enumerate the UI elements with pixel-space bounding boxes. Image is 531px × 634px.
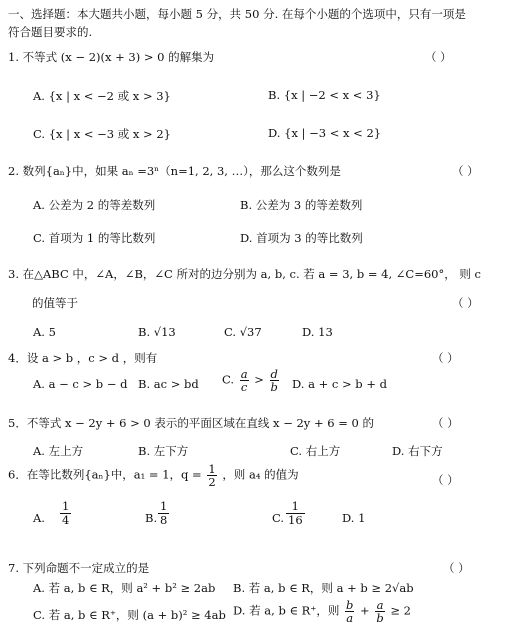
q5-option-b: B. 左下方 xyxy=(138,444,189,458)
question-2-stem: 2. 数列{aₙ}中，如果 aₙ =3ⁿ（n=1, 2, 3, …），那么这个数列是 xyxy=(8,164,341,178)
q1-option-c: C. {x | x < −3 或 x > 2} xyxy=(33,127,171,141)
question-1-stem: 1. 不等式 (x − 2)(x + 3) > 0 的解集为 xyxy=(8,50,215,64)
q2-option-d: D. 首项为 3 的等比数列 xyxy=(240,231,363,245)
q6-option-b: B. xyxy=(145,511,158,525)
q4-frac-a-over-c: $\frac{a}{c}$ xyxy=(240,367,248,395)
question-4-stem: 4．设 a > b ，c > d ，则有 xyxy=(8,351,158,365)
q2-option-c: C. 首项为 1 的等比数列 xyxy=(33,231,156,245)
q4-option-c-label: C. xyxy=(222,372,235,387)
q7-option-c: C. 若 a, b ∈ R⁺，则 (a + b)² ≥ 4ab xyxy=(33,608,226,622)
q4-frac-d-over-b: $\frac{d}{b}$ xyxy=(270,367,278,395)
q6-option-a: A. xyxy=(33,511,45,525)
answer-blank-6: （ ） xyxy=(432,473,459,487)
q5-option-c: C. 右上方 xyxy=(290,444,341,458)
question-5-stem: 5．不等式 x − 2y + 6 > 0 表示的平面区域在直线 x − 2y + 6 = 0 的 xyxy=(8,416,374,430)
q6-option-c: C. xyxy=(272,511,285,525)
answer-blank-5: （ ） xyxy=(432,416,459,430)
q7-frac-b-over-a: $\frac{b}{a}$ xyxy=(346,598,354,626)
question-3-stem: 3. 在△ABC 中，∠A，∠B，∠C 所对的边分别为 a, b, c. 若 a = 3, b = 4, ∠C=60°， 则 c xyxy=(8,267,481,281)
answer-blank-1: （ ） xyxy=(425,50,452,64)
q4-gt-sign: > xyxy=(254,372,264,387)
q2-option-a: A. 公差为 2 的等差数列 xyxy=(33,198,156,212)
question-6-stem xyxy=(8,463,299,488)
q7-option-d-label: D. 若 a, b ∈ R⁺，则 xyxy=(233,603,340,618)
q3-option-c: C. √37 xyxy=(224,325,262,339)
q4-option-b: B. ac > bd xyxy=(138,377,199,391)
q6-frac-c: $\frac{1}{16}$ xyxy=(288,499,303,527)
q7-plus-sign: + xyxy=(360,603,370,618)
q6-frac-b: $\frac{1}{8}$ xyxy=(160,499,168,527)
answer-blank-7: （ ） xyxy=(443,561,470,575)
section-heading: 一、选择题：本大题共小题，每小题 5 分，共 50 分. 在每个小题的个选项中，只有一项是 xyxy=(8,7,466,21)
q6-stem-post: ，则 a₄ 的值为 xyxy=(222,467,299,482)
q1-option-b: B. {x | −2 < x < 3} xyxy=(268,88,381,102)
q7-option-b: B. 若 a, b ∈ R，则 a + b ≥ 2√ab xyxy=(233,581,414,595)
q7-option-d xyxy=(233,599,411,624)
answer-blank-3: （ ） xyxy=(452,296,479,310)
q6-frac-a: $\frac{1}{4}$ xyxy=(62,499,70,527)
q7-option-a: A. 若 a, b ∈ R，则 a² + b² ≥ 2ab xyxy=(33,581,216,595)
q7-frac-a-over-b: $\frac{a}{b}$ xyxy=(376,598,384,626)
q4-option-d: D. a + c > b + d xyxy=(292,377,387,391)
q6-option-d: D. 1 xyxy=(342,511,366,525)
section-heading-cont: 符合题目要求的. xyxy=(8,25,93,39)
q3-option-d: D. 13 xyxy=(302,325,333,339)
answer-blank-2: （ ） xyxy=(452,164,479,178)
q3-option-a: A. 5 xyxy=(33,325,56,339)
q2-option-b: B. 公差为 3 的等差数列 xyxy=(240,198,363,212)
q1-option-d: D. {x | −3 < x < 2} xyxy=(268,126,382,140)
q1-option-a: A. {x | x < −2 或 x > 3} xyxy=(33,89,171,103)
q5-option-a: A. 左上方 xyxy=(33,444,84,458)
q3-option-b: B. √13 xyxy=(138,325,176,339)
q4-option-c xyxy=(222,368,281,393)
question-3-stem-cont: 的值等于 xyxy=(32,296,78,310)
answer-blank-4: （ ） xyxy=(432,351,459,365)
q5-option-d: D. 右下方 xyxy=(392,444,443,458)
q6-ratio-frac: $\frac{1}{2}$ xyxy=(208,462,216,490)
q6-stem-pre: 6．在等比数列{aₙ}中，a₁ = 1，q = xyxy=(8,467,202,482)
question-7-stem: 7. 下列命题不一定成立的是 xyxy=(8,561,150,575)
q4-option-a: A. a − c > b − d xyxy=(33,377,128,391)
q7-tail: ≥ 2 xyxy=(390,603,411,618)
